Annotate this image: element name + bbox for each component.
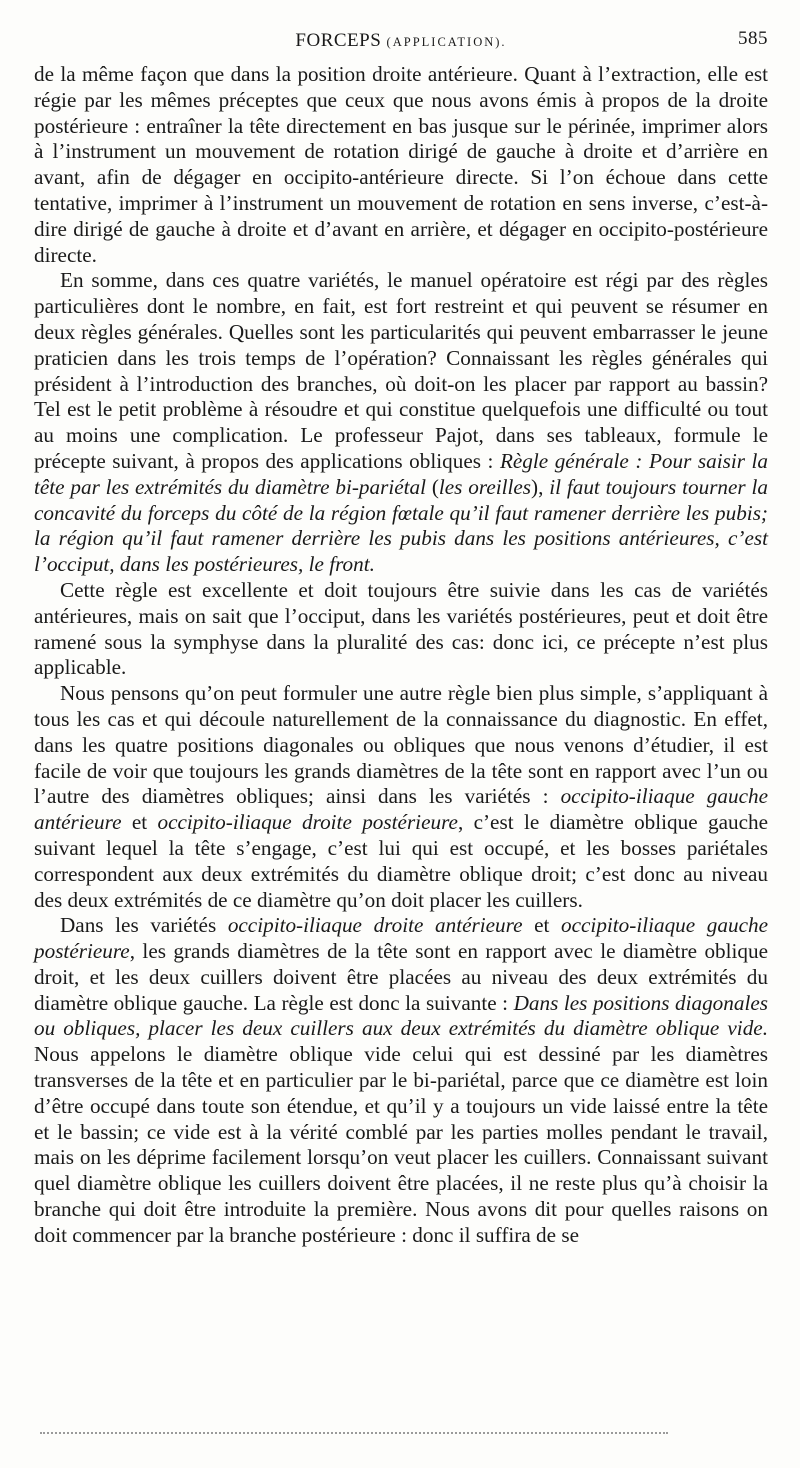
text-run: En somme, dans ces quatre variétés, le manuel opératoire est régi par des règles particulières dont le nombre, en fait, est fort restreint et qui peuvent se résumer en deux règles générales. Quelles sont les particularités qui peuvent embarrasser le jeune praticien dans les trois temps de l’opération? Connaissant les règles générales qui président à l’introduction des branches, où doit-on les placer par rapport au bassin? Tel est le petit problème à résoudre et qui constitue quelquefois une difficulté ou tout au moins une complication. Le professeur Pajot, dans ses tableaux, formule le précepte suivant, à propos des applications obliques : xyxy=(34,268,768,473)
paragraph xyxy=(34,268,768,578)
running-head xyxy=(34,26,768,56)
paragraph xyxy=(34,62,768,268)
paragraph xyxy=(34,578,768,681)
running-title-sub: (APPLICATION). xyxy=(386,35,507,49)
text-run: de la même façon que dans la position droite antérieure. Quant à l’extraction, elle est régie par les mêmes préceptes que ceux que nous avons émis à propos de la droite postérieure : entraîner la tête directement en bas jusque sur le périnée, imprimer alors à l’instrument un mouvement de rotation dirigé de gauche à droite et d’arrière en avant, afin de dégager en occipito-antérieure directe. Si l’on échoue dans cette tentative, imprimer à l’instrument un mouvement de rotation en sens inverse, c’est-à-dire dirigé de gauche à droite et d’avant en arrière, et dégager en occipito-postérieure directe. xyxy=(34,62,768,267)
italic-text: il faut toujours tourner la concavité du forceps du côté de la région fœtale qu’il faut ramener derrière les pubis; la région qu’il faut ramener derrière les pubis dans les positions antérieures, c’est l’occiput, dans les postérieures, le front. xyxy=(34,474,768,577)
body-text xyxy=(34,62,768,1249)
text-run: ( xyxy=(425,474,439,499)
footer-dotted-rule xyxy=(40,1432,668,1434)
text-run: Dans les variétés xyxy=(60,913,228,938)
running-title-main: FORCEPS xyxy=(295,30,382,51)
book-page xyxy=(34,26,768,1249)
italic-text: occipito-iliaque gauche antérieure xyxy=(34,784,768,835)
italic-text: Règle générale : Pour saisir la tête par les extrémités du diamètre bi-pariétal xyxy=(34,448,768,499)
italic-text: occipito-iliaque droite postérieure xyxy=(157,810,458,835)
text-run: et xyxy=(121,810,158,835)
paragraph xyxy=(34,913,768,1248)
italic-text: occipito-iliaque gauche postérieure xyxy=(34,913,768,964)
text-run: et xyxy=(522,913,562,938)
italic-text: les oreilles xyxy=(438,474,532,499)
text-run: Nous appelons le diamètre oblique vide celui qui est dessiné par les diamètres transverses de la tête et en particulier par le bi-pariétal, parce que ce diamètre est loin d’être occupé dans toute son étendue, et qu’il y a toujours un vide laissé entre la tête et le bassin; ce vide est à la vérité comblé par les parties molles pendant le travail, mais on les déprime facilement lorsqu’on veut placer les cuillers. Connaissant suivant quel diamètre oblique les cuillers doivent être placées, il ne reste plus qu’à choisir la branche qui doit être introduite la première. Nous avons dit pour quelles raisons on doit commencer par la branche postérieure : donc il suffira de se xyxy=(34,1042,768,1247)
text-run: Nous pensons qu’on peut formuler une autre règle bien plus simple, s’appliquant à tous les cas et qui découle naturellement de la connaissance du diagnostic. En effet, dans les quatre positions diagonales ou obliques que nous venons d’étudier, il est facile de voir que toujours les grands diamètres de la tête sont en rapport avec l’un ou l’autre des diamètres obliques; ainsi dans les variétés : xyxy=(34,681,768,809)
italic-text: occipito-iliaque droite antérieure xyxy=(227,913,523,938)
italic-text: Dans les positions diagonales ou obliques, placer les deux cuillers aux deux extrémités du diamètre oblique vide. xyxy=(34,990,769,1041)
text-run: , les grands diamètres de la tête sont en rapport avec le diamètre oblique droit, et les deux cuillers doivent être placées au niveau des deux extrémités du diamètre oblique gauche. La règle est donc la suivante : xyxy=(34,939,768,1015)
text-run: Cette règle est excellente et doit toujours être suivie dans les cas de variétés antérieures, mais on sait que l’occiput, dans les variétés postérieures, peut et doit être ramené sous la symphyse dans la pluralité des cas: donc ici, ce précepte n’est plus applicable. xyxy=(34,577,768,680)
running-title xyxy=(34,30,768,52)
paragraph xyxy=(34,681,768,913)
text-run: , c’est le diamètre oblique gauche suivant lequel la tête s’engage, c’est lui qui est occupé, et les bosses pariétales correspondent aux deux extrémités du diamètre oblique droit; c’est donc au niveau des deux extrémités de ce diamètre qu’on doit placer les cuillers. xyxy=(34,810,768,912)
page-number: 585 xyxy=(738,28,768,49)
text-run: ), xyxy=(531,474,550,499)
